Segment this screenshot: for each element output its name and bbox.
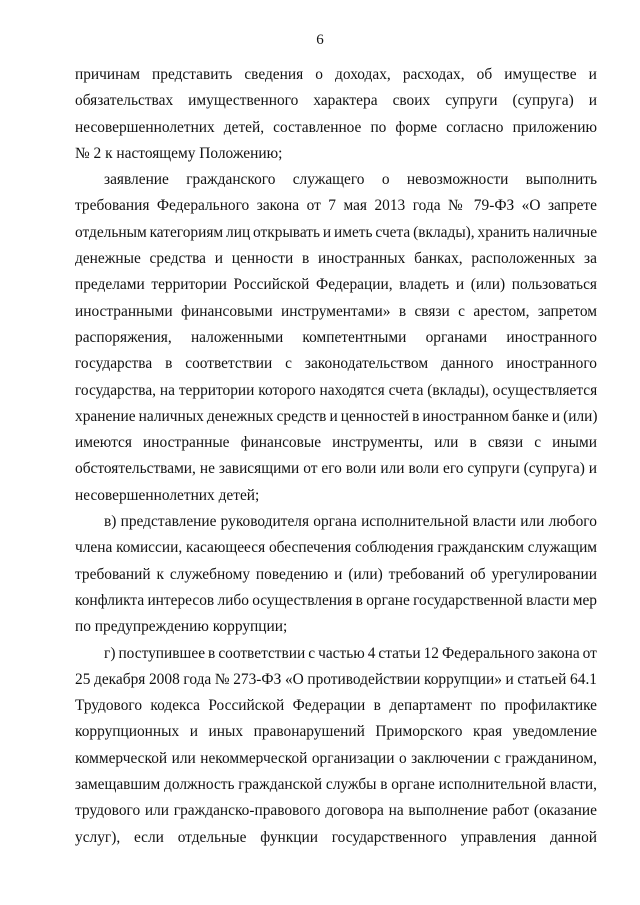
text-line: несовершеннолетних детей;: [75, 486, 260, 504]
text-line: обязательствах имущественного характера своих супруги (супруга) и: [75, 92, 597, 110]
text-line: требований к служебному поведению и (или) требований об урегулировании: [75, 565, 597, 583]
text-line: Трудового кодекса Российской Федерации в департамент по профилактике: [75, 697, 598, 715]
page-number: 6: [316, 32, 324, 48]
paragraph-2: [75, 167, 597, 509]
text-line: обстоятельствами, не зависящими от его воли или воли его супруги (супруга) и: [75, 460, 598, 478]
text-line: хранение наличных денежных средств и ценностей в иностранном банке и (или): [75, 407, 598, 425]
text-line: № 2 к настоящему Положению;: [75, 144, 283, 162]
text-line: несовершеннолетних детей, составленное по форме согласно приложению: [75, 118, 597, 136]
document-body: [75, 62, 597, 851]
paragraph-4: [75, 641, 597, 851]
text-line: в) представление руководителя органа исполнительной власти или любого: [104, 513, 597, 531]
text-line: коммерческой или некоммерческой организации о заключении с гражданином,: [75, 749, 597, 767]
text-line: распоряжения, наложенными компетентными органами иностранного: [75, 328, 597, 346]
paragraph-3: [75, 509, 597, 640]
text-line: отдельным категориям лиц открывать и иметь счета (вклады), хранить наличные: [75, 223, 598, 241]
text-line: г) поступившее в соответствии с частью 4 статьи 12 Федерального закона от: [104, 644, 597, 662]
text-line: причинам представить сведения о доходах, расходах, об имуществе и: [75, 66, 597, 83]
text-line: трудового или гражданско-правового договора на выполнение работ (оказание: [75, 802, 597, 820]
paragraph-1: [75, 62, 597, 167]
text-line: конфликта интересов либо осуществления в органе государственной власти мер: [75, 591, 597, 609]
text-line: 25 декабря 2008 года № 273-ФЗ «О противодействии коррупции» и статьей 64.1: [75, 670, 597, 688]
text-line: по предупреждению коррупции;: [75, 618, 288, 636]
text-line: государства в соответствии с законодательством данного иностранного: [75, 355, 597, 373]
text-line: иностранными финансовыми инструментами» в связи с арестом, запретом: [75, 302, 597, 320]
text-line: имеются иностранные финансовые инструменты, или в связи с иными: [75, 434, 597, 452]
text-line: услуг), если отдельные функции государственного управления данной: [75, 828, 598, 846]
text-line: денежные средства и ценности в иностранных банках, расположенных за: [75, 250, 597, 268]
text-line: пределами территории Российской Федерации, владеть и (или) пользоваться: [75, 276, 597, 294]
text-line: члена комиссии, касающееся обеспечения соблюдения гражданским служащим: [75, 539, 598, 557]
text-line: замещавшим должность гражданской службы в органе исполнительной власти,: [75, 776, 597, 794]
text-line: требования Федерального закона от 7 мая 2013 года № 79-ФЗ «О запрете: [75, 197, 597, 215]
text-line: заявление гражданского служащего о невозможности выполнить: [104, 171, 597, 189]
text-line: коррупционных и иных правонарушений Приморского края уведомление: [75, 723, 597, 741]
text-line: государства, на территории которого находятся счета (вклады), осуществляется: [75, 381, 598, 399]
